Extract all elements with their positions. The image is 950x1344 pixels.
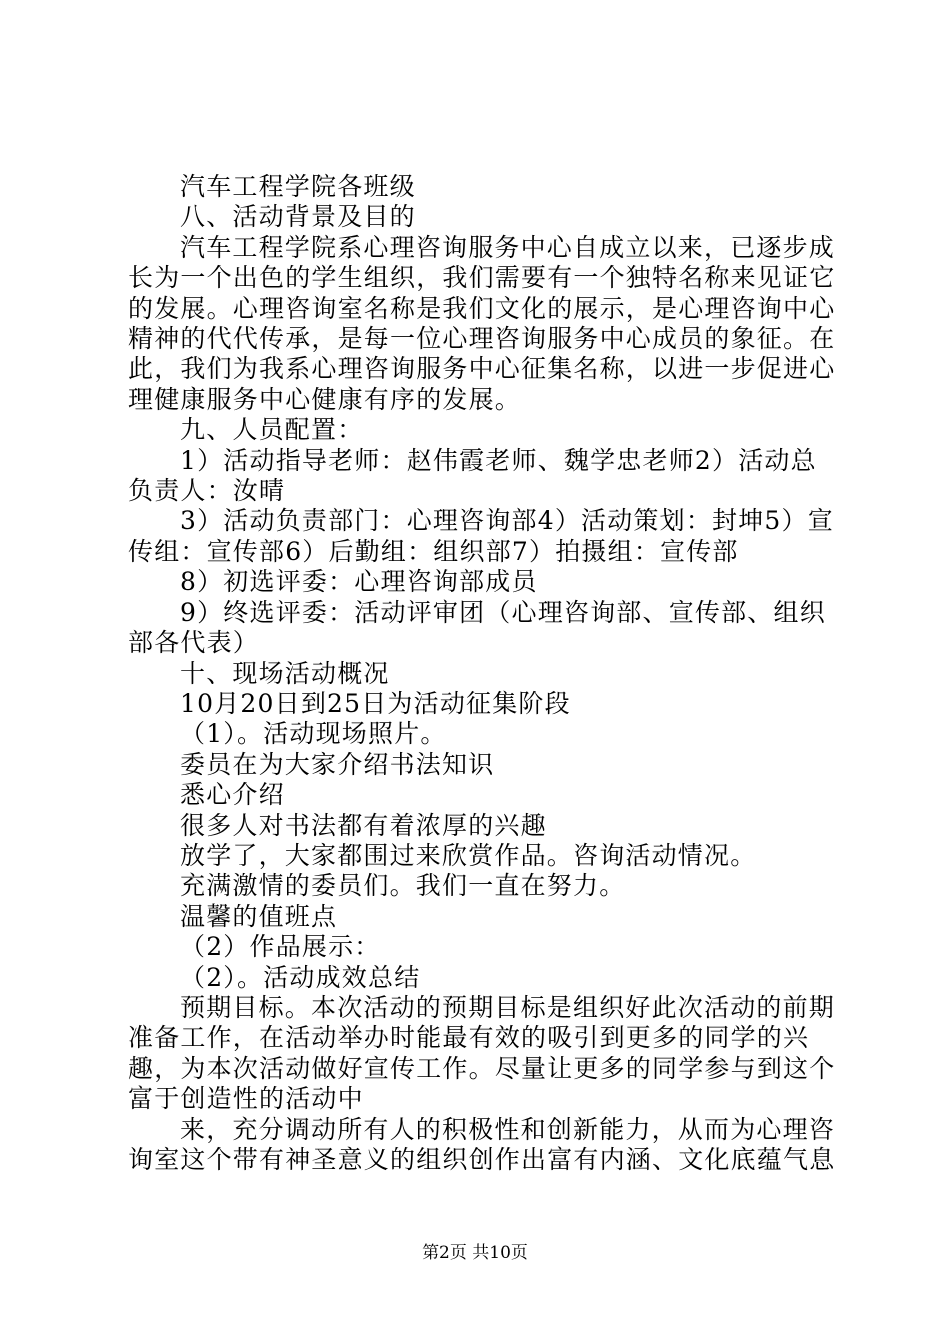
section-heading-background: 八、活动背景及目的 <box>180 202 416 232</box>
photo-caption-3: 很多人对书法都有着浓厚的兴趣 <box>180 810 547 840</box>
document-body <box>128 172 838 1175</box>
page-indicator: 第2页 共10页 <box>422 1243 528 1263</box>
paragraph-staffing-4: 9）终选评委：活动评审团（心理咨询部、宣传部、组织部各代表） <box>128 597 826 658</box>
paragraph-works-display: （2）作品展示： <box>180 932 381 962</box>
paragraph-staffing-3: 8）初选评委：心理咨询部成员 <box>180 567 538 597</box>
paragraph-summary-heading: （2）。活动成效总结 <box>180 962 421 992</box>
paragraph-staffing-2: 3）活动负责部门：心理咨询部4）活动策划：封坤5）宣传组：宣传部6）后勤组：组织部7）拍摄组：宣传部 <box>128 506 834 566</box>
photo-caption-4: 放学了，大家都围过来欣赏作品。咨询活动情况。 <box>180 840 757 870</box>
paragraph-background: 汽车工程学院系心理咨询服务中心自成立以来，已逐步成长为一个出色的学生组织，我们需要有一个独特名称来见证它的发展。心理咨询室名称是我们文化的展示，是心理咨询中心精神的代代传承，是每一位心理咨询服务中心成员的象征。在此，我们为我系心理咨询服务中心征集名称，以进一步促进心理健康服务中心健康有序的发展。 <box>128 232 836 414</box>
photo-caption-2: 悉心介绍 <box>180 780 285 810</box>
paragraph-staffing-1: 1）活动指导老师：赵伟霞老师、魏学忠老师2）活动总负责人：汝晴 <box>128 445 817 506</box>
page-footer <box>0 1242 950 1264</box>
paragraph-collection-period: 10月20日到25日为活动征集阶段 <box>180 688 571 718</box>
section-heading-overview: 十、现场活动概况 <box>180 658 390 688</box>
section-heading-staffing: 九、人员配置： <box>180 415 364 445</box>
photo-caption-5: 充满激情的委员们。我们一直在努力。 <box>180 871 626 901</box>
paragraph-expected-goals: 预期目标。本次活动的预期目标是组织好此次活动的前期准备工作，在活动举办时能最有效的吸引到更多的同学的兴趣，为本次活动做好宣传工作。尽量让更多的同学参与到这个富于创造性的活动中 <box>128 992 836 1114</box>
photo-caption-1: 委员在为大家介绍书法知识 <box>180 749 495 779</box>
photo-caption-6: 温馨的值班点 <box>180 901 338 931</box>
paragraph-continuation: 来，充分调动所有人的积极性和创新能力，从而为心理咨询室这个带有神圣意义的组织创作出富有内涵、文化底蕴气息 <box>128 1114 836 1174</box>
paragraph-recipients: 汽车工程学院各班级 <box>180 172 416 201</box>
paragraph-photos-heading: （1）。活动现场照片。 <box>180 719 447 749</box>
